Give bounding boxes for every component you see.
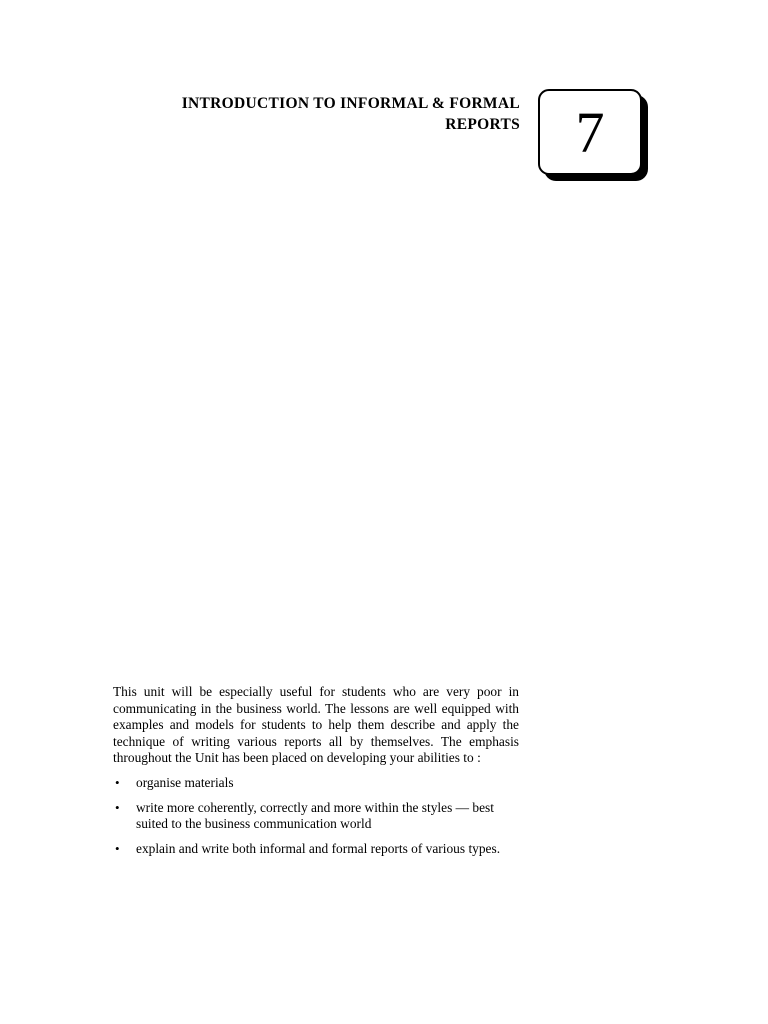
list-item [113, 800, 519, 833]
unit-number-box [538, 89, 642, 175]
list-item-text: organise materials [136, 774, 234, 790]
unit-title [110, 93, 520, 135]
unit-number: 7 [575, 100, 605, 165]
intro-paragraph: This unit will be especially useful for students who are very poor in communicating in the business world. The lessons are well equipped with examples and models for students to help them describe and apply the technique of writing various reports all by themselves. The emphasis throughout the Unit has been placed on developing your abilities to : [113, 684, 519, 766]
bullet-icon: • [115, 774, 120, 790]
unit-introduction [113, 684, 519, 865]
unit-title-line-2: REPORTS [445, 116, 520, 133]
objectives-list [113, 775, 519, 857]
bullet-icon: • [115, 799, 120, 815]
list-item [113, 841, 519, 858]
list-item-text: write more coherently, correctly and more within the styles — best suited to the business communication world [136, 799, 494, 832]
bullet-icon: • [115, 840, 120, 856]
unit-title-line-1: INTRODUCTION TO INFORMAL & FORMAL [181, 95, 520, 112]
list-item-text: explain and write both informal and formal reports of various types. [136, 840, 501, 856]
list-item [113, 775, 519, 792]
